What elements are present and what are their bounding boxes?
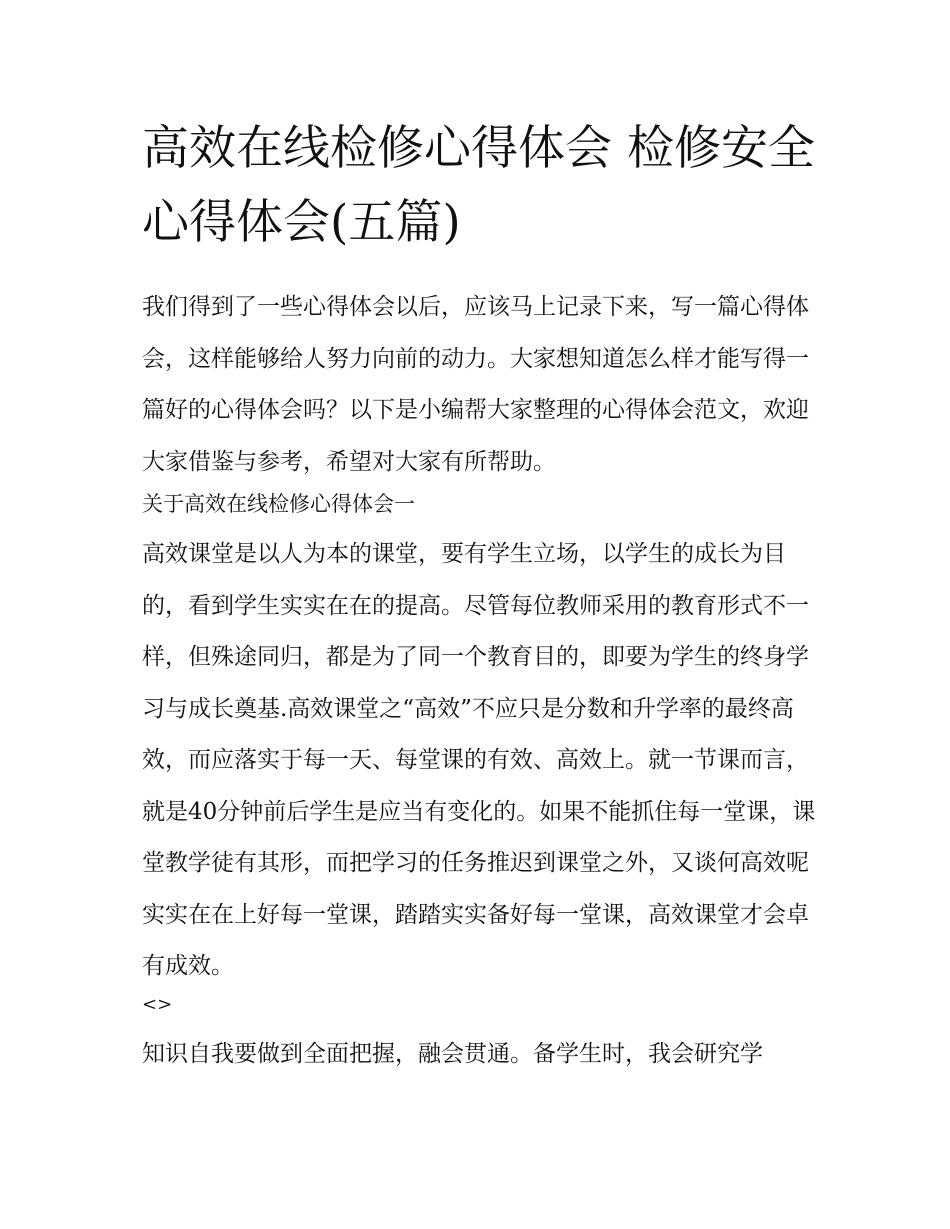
placeholder-marker: <> [142,994,173,1015]
body-paragraph-continued: 知识自我要做到全面把握，融会贯通。备学生时，我会研究学 [142,1041,763,1067]
section-heading: 关于高效在线检修心得体会一 [142,492,415,516]
body-paragraph: 高效课堂是以人为本的课堂，要有学生立场，以学生的成长为目的，看到学生实实在在的提高。尽管每位教师采用的教育形式不一样，但殊途同归，都是为了同一个教育目的，即要为学生的终身学习与成长奠基.高效课堂之“高效”不应只是分数和升学率的最终高效，而应落实于每一天、每堂课的有效、高效上。就一节课而言，就是40分钟前后学生是应当有变化的。如果不能抓住每一堂课，课堂教学徒有其形，而把学习的任务推迟到课堂之外，又谈何高效呢实实在在上好每一堂课，踏踏实实备好每一堂课，高效课堂才会卓有成效。 [142,541,816,979]
intro-paragraph: 我们得到了一些心得体会以后，应该马上记录下来，写一篇心得体会，这样能够给人努力向前的动力。大家想知道怎么样才能写得一篇好的心得体会吗？以下是小编帮大家整理的心得体会范文，欢迎大家借鉴与参考，希望对大家有所帮助。 [142,294,809,475]
document-title: 高效在线检修心得体会 检修安全心得体会(五篇) [142,121,815,250]
